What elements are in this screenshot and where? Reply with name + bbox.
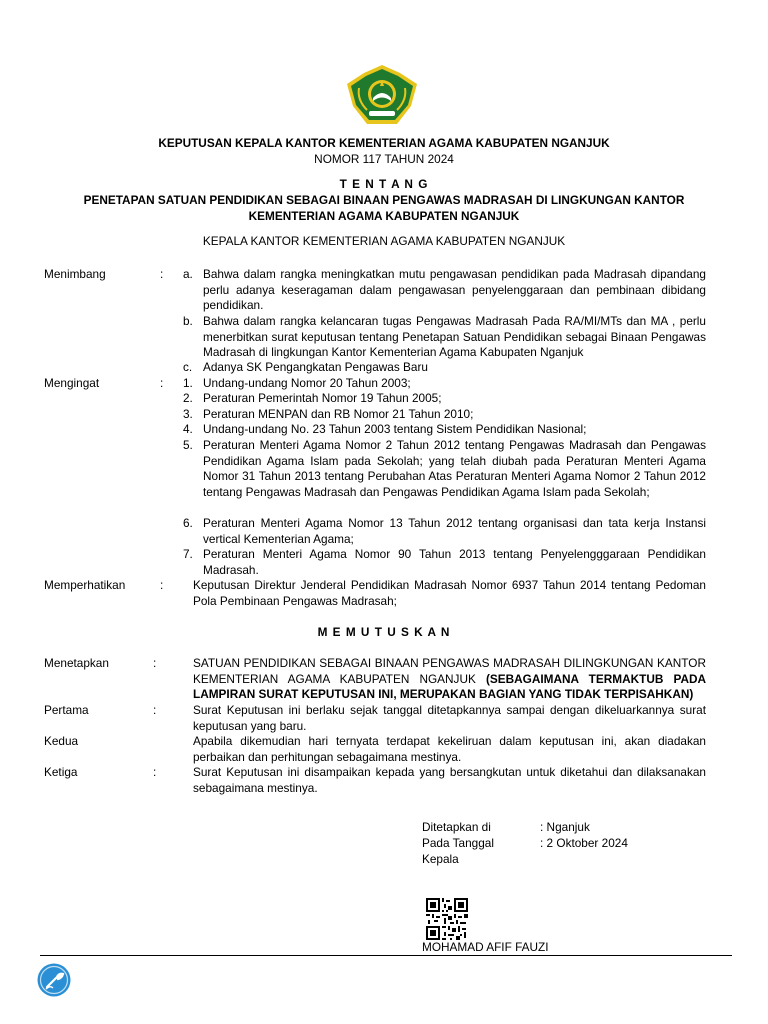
footer-divider [40,955,732,956]
qr-code-icon [426,898,468,940]
menetapkan-text [193,656,706,703]
ketiga-colon: : [153,765,157,779]
signature-place-label: Ditetapkan di [422,820,491,834]
signatory-name: MOHAMAD AFIF FAUZI [422,940,549,954]
pertama-colon: : [153,703,157,717]
signature-date-label: Pada Tanggal [422,836,494,850]
menetapkan-text-normal: SATUAN PENDIDIKAN SEBAGAI BINAAN PENGAWAS MADRASAH DILINGKUNGAN KANTOR KEMENTERIAN AGAMA KABUPATEN NGANJUK [193,656,706,686]
list-marker: b. [183,314,193,328]
mengingat-item-2: Peraturan Pemerintah Nomor 19 Tahun 2005; [203,391,442,405]
issuing-authority: KEPALA KANTOR KEMENTERIAN AGAMA KABUPATEN NGANJUK [202,234,566,248]
menimbang-colon: : [160,267,164,281]
list-marker: 7. [183,547,193,561]
menetapkan-label: Menetapkan [44,656,109,670]
list-marker: 4. [183,422,193,436]
mengingat-colon: : [160,376,164,390]
list-marker: 5. [183,438,193,452]
tentang-heading: T E N T A N G [339,177,429,191]
memutuskan-heading: M E M U T U S K A N [317,625,451,639]
kedua-label: Kedua [44,734,79,748]
signature-date-value: : 2 Oktober 2024 [540,836,628,850]
list-marker: 2. [183,391,193,405]
subject-line-2: KEMENTERIAN AGAMA KABUPATEN NGANJUK [248,209,520,223]
signature-date-row [422,836,628,852]
list-marker: 3. [183,407,193,421]
mengingat-item-7: Peraturan Menteri Agama Nomor 90 Tahun 2013 tentang Penyelengggaraan Pendidikan Madrasah. [203,547,706,577]
mengingat-label: Mengingat [44,376,100,390]
mengingat-item-3: Peraturan MENPAN dan RB Nomor 21 Tahun 2010; [203,407,474,421]
mengingat-item-4: Undang-undang No. 23 Tahun 2003 tentang Sistem Pendidikan Nasional; [203,422,587,436]
document-number: NOMOR 117 TAHUN 2024 [314,152,454,166]
menimbang-item-c: Adanya SK Pengangkatan Pengawas Baru [203,360,428,374]
ketiga-text: Surat Keputusan ini disampaikan kepada yang bersangkutan untuk diketahui dan dilaksanakan sebagaimana mestinya. [193,765,706,795]
signature-place-row [422,820,590,836]
menimbang-item-b: Bahwa dalam rangka kelancaran tugas Pengawas Madrasah Pada RA/MI/MTs dan MA , perlu menerbitkan surat keputusan tentang Penetapan Satuan Pendidikan sebagai Binaan Pengawas Madrasah di lingkungan Kantor Kementerian Agama Kabupaten Nganjuk [203,314,706,359]
memperhatikan-colon: : [160,578,164,592]
mengingat-item-5: Peraturan Menteri Agama Nomor 2 Tahun 2012 tentang Pengawas Madrasah dan Pengawas Pendidikan Agama Islam pada Sekolah; yang telah diubah pada Peraturan Menteri Agama Nomor 31 Tahun 2013 tentang Perubahan Atas Peraturan Menteri Agama Nomor 2 Tahun 2012 tentang Pengawas Madrasah dan Pengawas Pendidikan Agama Islam pada Sekolah; [203,438,706,499]
menetapkan-text-bold: (SEBAGAIMANA TERMAKTUB PADA LAMPIRAN SURAT KEPUTUSAN INI, MERUPAKAN BAGIAN YANG TIDAK TERPISAHKAN) [193,671,707,701]
pertama-label: Pertama [44,703,89,717]
signature-place-value: : Nganjuk [540,820,590,834]
document-title: KEPUTUSAN KEPALA KANTOR KEMENTERIAN AGAMA KABUPATEN NGANJUK [158,136,610,150]
list-marker: 1. [183,376,193,390]
memperhatikan-text: Keputusan Direktur Jenderal Pendidikan Madrasah Nomor 6937 Tahun 2014 tentang Pedoman Pola Pembinaan Pengawas Madrasah; [193,578,706,608]
list-marker: a. [183,267,193,281]
list-marker: c. [183,360,193,374]
list-marker: 6. [183,516,193,530]
kemenag-emblem-icon [345,64,419,126]
electronic-signature-badge-icon [37,963,71,997]
ketiga-label: Ketiga [44,765,78,779]
pertama-text: Surat Keputusan ini berlaku sejak tanggal ditetapkannya sampai dengan dikeluarkannya surat keputusan yang baru. [193,703,706,733]
menimbang-label: Menimbang [44,267,106,281]
signature-position: Kepala [422,852,459,866]
subject-line-1: PENETAPAN SATUAN PENDIDIKAN SEBAGAI BINAAN PENGAWAS MADRASAH DI LINGKUNGAN KANTOR [83,193,685,207]
kedua-text: Apabila dikemudian hari ternyata terdapat kekeliruan dalam keputusan ini, akan diadakan perbaikan dan perhitungan sebagaimana mestinya. [193,734,706,764]
menetapkan-colon: : [153,656,157,670]
memperhatikan-label: Memperhatikan [44,578,126,592]
mengingat-item-6: Peraturan Menteri Agama Nomor 13 Tahun 2012 tentang organisasi dan tata kerja Instansi vertical Kementerian Agama; [203,516,706,546]
mengingat-item-1: Undang-undang Nomor 20 Tahun 2003; [203,376,411,390]
menimbang-item-a: Bahwa dalam rangka meningkatkan mutu pengawasan pendidikan pada Madrasah dipandang perlu adanya keseragaman dalam pengawasan penyelenggaraan dan pembinaan dibidang pendidikan. [203,267,706,312]
